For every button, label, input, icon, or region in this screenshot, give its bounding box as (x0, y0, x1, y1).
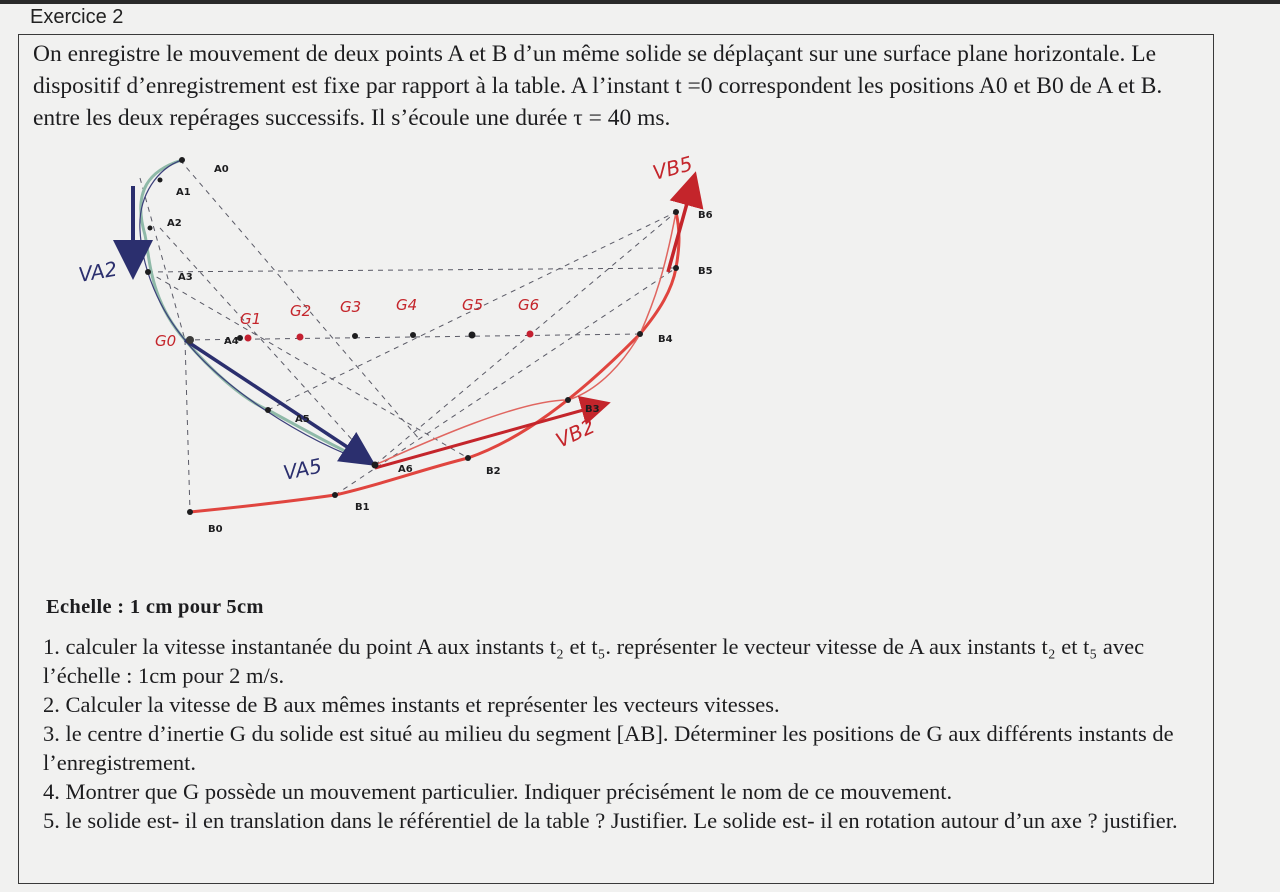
label-a0: A0 (214, 164, 229, 175)
label-va5: VA5 (281, 453, 324, 485)
question-2: 2. Calculer la vitesse de B aux mêmes instants et représenter les vecteurs vitesses. (43, 692, 780, 717)
label-a2: A2 (167, 218, 182, 229)
label-g1: G1 (240, 310, 262, 328)
label-b3: B3 (585, 404, 600, 415)
label-b0: B0 (208, 524, 223, 535)
label-a3: A3 (178, 272, 193, 283)
label-g3: G3 (340, 298, 362, 316)
questions-list (43, 632, 1213, 835)
question-1: 1. calculer la vitesse instantanée du point A aux instants t₂ et t₅. représenter le vecteur vitesse de A aux instants t₂ et t₅ avec l’échelle : 1cm pour 2 m/s. (43, 634, 1145, 688)
question-4: 4. Montrer que G possède un mouvement particulier. Indiquer précisément le nom de ce mouvement. (43, 779, 953, 804)
label-a5: A5 (295, 414, 310, 425)
question-5: 5. le solide est- il en translation dans le référentiel de la table ? Justifier. Le solide est- il en rotation autour d’un axe ? justifier. (43, 808, 1178, 833)
label-a1: A1 (176, 187, 191, 198)
exercise-title: Exercice 2 (30, 6, 124, 28)
label-g6: G6 (518, 296, 540, 314)
label-vb2: VB2 (551, 413, 599, 453)
vector-va5 (185, 340, 370, 462)
label-g0: G0 (155, 332, 177, 350)
label-a4: A4 (224, 336, 239, 347)
exercise-intro: On enregistre le mouvement de deux points A et B d’un même solide se déplaçant sur une surface plane horizontale. Le dispositif d’enregistrement est fixe par rapport à la table. A l’instant t =0 correspondent les positions A0 et B0 de A et B. entre les deux repérages successifs. Il s’écoule une durée τ = 40 ms. (33, 41, 1163, 131)
scale-note: Echelle : 1 cm pour 5cm (46, 596, 264, 618)
label-g5: G5 (462, 296, 484, 314)
label-b4: B4 (658, 334, 673, 345)
vector-vb5 (668, 178, 694, 272)
label-b5: B5 (698, 266, 713, 277)
label-b1: B1 (355, 502, 370, 513)
label-a6: A6 (398, 464, 413, 475)
label-g4: G4 (396, 296, 418, 314)
label-va2: VA2 (76, 256, 120, 287)
question-3: 3. le centre d’inertie G du solide est situé au milieu du segment [AB]. Déterminer les positions de G aux différents instants de l’enregistrement. (43, 721, 1174, 775)
label-g2: G2 (290, 302, 312, 320)
label-b2: B2 (486, 466, 501, 477)
trajectory-b-upper (640, 212, 676, 334)
label-vb5: VB5 (650, 151, 696, 185)
label-b6: B6 (698, 210, 713, 221)
trajectory-b (190, 212, 679, 512)
